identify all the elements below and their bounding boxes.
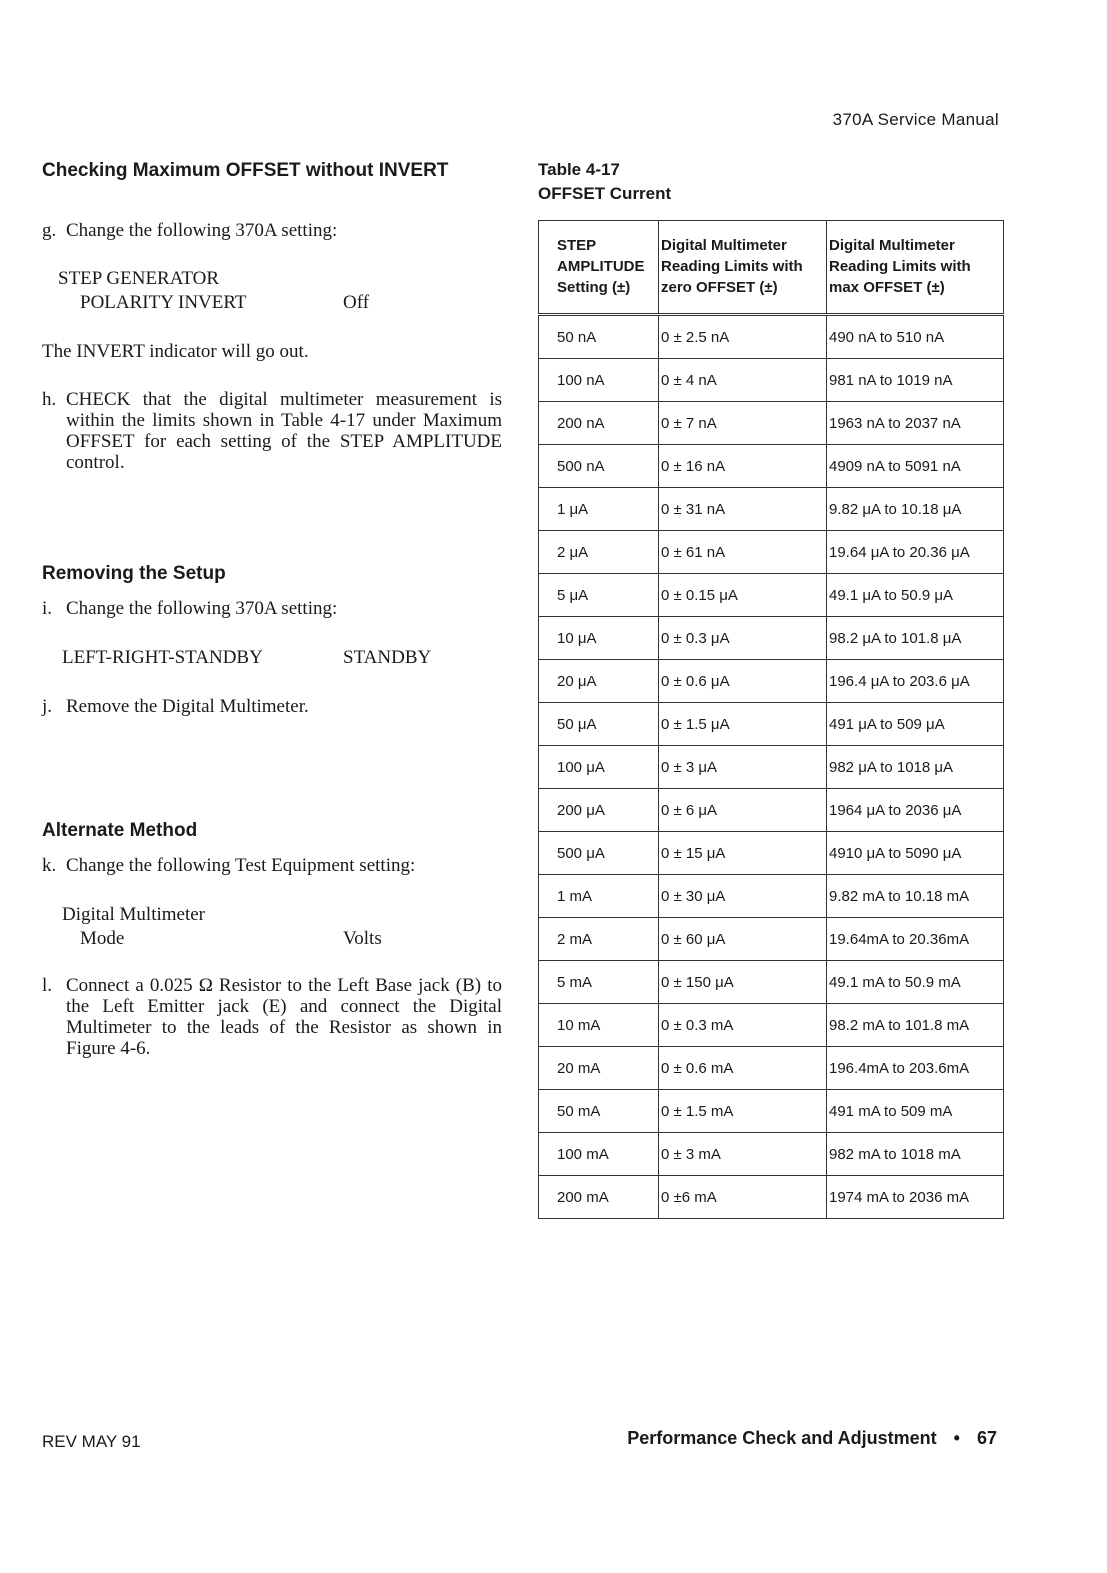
setting-name-mode: Mode bbox=[80, 928, 125, 949]
step-l-label: l. bbox=[42, 975, 53, 996]
cell-step-amplitude: 10 μA bbox=[539, 617, 659, 660]
footer-section-title: Performance Check and Adjustment bbox=[627, 1428, 937, 1448]
cell-max-offset-limit: 19.64 μA to 20.36 μA bbox=[827, 531, 1004, 574]
setting-value-standby: STANDBY bbox=[343, 647, 432, 668]
cell-max-offset-limit: 4910 μA to 5090 μA bbox=[827, 832, 1004, 875]
setting-name-polarity-invert: POLARITY INVERT bbox=[80, 292, 247, 313]
cell-step-amplitude: 500 nA bbox=[539, 445, 659, 488]
table-row bbox=[539, 1047, 1004, 1090]
footer-revision: REV MAY 91 bbox=[42, 1432, 141, 1451]
cell-zero-offset-limit: 0 ± 60 μA bbox=[659, 918, 827, 961]
cell-step-amplitude: 50 μA bbox=[539, 703, 659, 746]
cell-step-amplitude: 5 mA bbox=[539, 961, 659, 1004]
step-j bbox=[42, 696, 502, 717]
step-g-label: g. bbox=[42, 220, 57, 241]
step-i-text: Change the following 370A setting: bbox=[66, 598, 338, 619]
cell-zero-offset-limit: 0 ± 150 μA bbox=[659, 961, 827, 1004]
table-row bbox=[539, 875, 1004, 918]
table-row bbox=[539, 789, 1004, 832]
step-i bbox=[42, 598, 502, 619]
cell-zero-offset-limit: 0 ± 0.15 μA bbox=[659, 574, 827, 617]
cell-step-amplitude: 5 μA bbox=[539, 574, 659, 617]
cell-zero-offset-limit: 0 ± 30 μA bbox=[659, 875, 827, 918]
cell-zero-offset-limit: 0 ± 6 μA bbox=[659, 789, 827, 832]
cell-step-amplitude: 200 μA bbox=[539, 789, 659, 832]
section-heading-alternate: Alternate Method bbox=[42, 820, 198, 841]
cell-zero-offset-limit: 0 ± 16 nA bbox=[659, 445, 827, 488]
step-k-text: Change the following Test Equipment setting: bbox=[66, 855, 416, 876]
table-row bbox=[539, 1090, 1004, 1133]
table-row bbox=[539, 1004, 1004, 1047]
step-g bbox=[42, 220, 502, 241]
cell-step-amplitude: 500 μA bbox=[539, 832, 659, 875]
table-row bbox=[539, 961, 1004, 1004]
cell-max-offset-limit: 19.64mA to 20.36mA bbox=[827, 918, 1004, 961]
section-heading-checking: Checking Maximum OFFSET without INVERT bbox=[42, 160, 449, 181]
footer-page-number: 67 bbox=[976, 1428, 997, 1448]
step-l-text: Connect a 0.025 Ω Resistor to the Left Base jack (B) to the Left Emitter jack (E) and connect the Digital Multimeter to the leads of the Resistor as shown in Figure 4-6. bbox=[66, 975, 502, 1059]
cell-zero-offset-limit: 0 ± 1.5 mA bbox=[659, 1090, 827, 1133]
cell-max-offset-limit: 49.1 mA to 50.9 mA bbox=[827, 961, 1004, 1004]
table-row bbox=[539, 918, 1004, 961]
table-row bbox=[539, 402, 1004, 445]
cell-max-offset-limit: 196.4 μA to 203.6 μA bbox=[827, 660, 1004, 703]
header-line: Reading Limits with bbox=[661, 258, 803, 275]
step-h bbox=[42, 389, 502, 473]
step-l bbox=[42, 975, 502, 1059]
cell-zero-offset-limit: 0 ± 1.5 μA bbox=[659, 703, 827, 746]
cell-zero-offset-limit: 0 ± 0.6 μA bbox=[659, 660, 827, 703]
table-row bbox=[539, 660, 1004, 703]
cell-max-offset-limit: 98.2 μA to 101.8 μA bbox=[827, 617, 1004, 660]
cell-max-offset-limit: 982 μA to 1018 μA bbox=[827, 746, 1004, 789]
cell-max-offset-limit: 1963 nA to 2037 nA bbox=[827, 402, 1004, 445]
cell-max-offset-limit: 490 nA to 510 nA bbox=[827, 315, 1004, 359]
cell-step-amplitude: 100 μA bbox=[539, 746, 659, 789]
cell-step-amplitude: 10 mA bbox=[539, 1004, 659, 1047]
table-row bbox=[539, 1133, 1004, 1176]
table-row bbox=[539, 703, 1004, 746]
table-row bbox=[539, 359, 1004, 402]
setting-group-digital-multimeter: Digital Multimeter bbox=[62, 904, 206, 925]
step-j-label: j. bbox=[42, 696, 53, 717]
header-step-amplitude bbox=[539, 221, 659, 315]
setting-value-volts: Volts bbox=[343, 928, 382, 949]
cell-step-amplitude: 100 mA bbox=[539, 1133, 659, 1176]
cell-zero-offset-limit: 0 ± 0.3 μA bbox=[659, 617, 827, 660]
header-line: zero OFFSET (±) bbox=[661, 279, 778, 296]
running-header: 370A Service Manual bbox=[832, 110, 999, 129]
footer-page-info bbox=[627, 1428, 997, 1449]
step-g-text: Change the following 370A setting: bbox=[66, 220, 338, 241]
cell-zero-offset-limit: 0 ± 15 μA bbox=[659, 832, 827, 875]
cell-zero-offset-limit: 0 ± 0.6 mA bbox=[659, 1047, 827, 1090]
setting-group-step-generator: STEP GENERATOR bbox=[58, 268, 219, 289]
cell-zero-offset-limit: 0 ± 61 nA bbox=[659, 531, 827, 574]
cell-zero-offset-limit: 0 ± 4 nA bbox=[659, 359, 827, 402]
section-heading-removing: Removing the Setup bbox=[42, 563, 226, 584]
header-line: Reading Limits with bbox=[829, 258, 971, 275]
table-header-row bbox=[539, 221, 1004, 315]
table-caption-title: OFFSET Current bbox=[538, 184, 672, 203]
cell-zero-offset-limit: 0 ± 0.3 mA bbox=[659, 1004, 827, 1047]
cell-step-amplitude: 200 nA bbox=[539, 402, 659, 445]
header-max-offset bbox=[827, 221, 1004, 315]
table-row bbox=[539, 832, 1004, 875]
cell-step-amplitude: 20 μA bbox=[539, 660, 659, 703]
table-row bbox=[539, 574, 1004, 617]
table-caption-number: Table 4-17 bbox=[538, 160, 620, 179]
cell-step-amplitude: 100 nA bbox=[539, 359, 659, 402]
cell-zero-offset-limit: 0 ± 3 mA bbox=[659, 1133, 827, 1176]
step-k-label: k. bbox=[42, 855, 57, 876]
cell-zero-offset-limit: 0 ± 31 nA bbox=[659, 488, 827, 531]
cell-step-amplitude: 2 μA bbox=[539, 531, 659, 574]
cell-zero-offset-limit: 0 ± 2.5 nA bbox=[659, 315, 827, 359]
cell-step-amplitude: 2 mA bbox=[539, 918, 659, 961]
cell-max-offset-limit: 1974 mA to 2036 mA bbox=[827, 1176, 1004, 1219]
cell-max-offset-limit: 4909 nA to 5091 nA bbox=[827, 445, 1004, 488]
cell-step-amplitude: 200 mA bbox=[539, 1176, 659, 1219]
cell-max-offset-limit: 491 μA to 509 μA bbox=[827, 703, 1004, 746]
cell-max-offset-limit: 1964 μA to 2036 μA bbox=[827, 789, 1004, 832]
setting-name-left-right-standby: LEFT-RIGHT-STANDBY bbox=[62, 647, 263, 668]
header-line: Digital Multimeter bbox=[829, 237, 955, 254]
table-row bbox=[539, 531, 1004, 574]
header-line: STEP bbox=[557, 237, 597, 254]
cell-step-amplitude: 20 mA bbox=[539, 1047, 659, 1090]
header-line: max OFFSET (±) bbox=[829, 279, 945, 296]
cell-max-offset-limit: 49.1 μA to 50.9 μA bbox=[827, 574, 1004, 617]
table-row bbox=[539, 746, 1004, 789]
cell-zero-offset-limit: 0 ± 3 μA bbox=[659, 746, 827, 789]
step-h-label: h. bbox=[42, 389, 57, 410]
table-row bbox=[539, 617, 1004, 660]
table-row bbox=[539, 445, 1004, 488]
table-caption bbox=[538, 158, 671, 206]
header-line: Digital Multimeter bbox=[661, 237, 787, 254]
cell-max-offset-limit: 196.4mA to 203.6mA bbox=[827, 1047, 1004, 1090]
cell-step-amplitude: 1 mA bbox=[539, 875, 659, 918]
step-i-label: i. bbox=[42, 598, 53, 619]
table-row bbox=[539, 1176, 1004, 1219]
table-row bbox=[539, 315, 1004, 359]
step-k bbox=[42, 855, 502, 876]
offset-current-table bbox=[538, 220, 1004, 1219]
cell-step-amplitude: 50 nA bbox=[539, 315, 659, 359]
table-row bbox=[539, 488, 1004, 531]
cell-max-offset-limit: 982 mA to 1018 mA bbox=[827, 1133, 1004, 1176]
step-h-text: CHECK that the digital multimeter measurement is within the limits shown in Table 4-17 under Maximum OFFSET for each setting of the STEP AMPLITUDE control. bbox=[66, 389, 502, 473]
cell-zero-offset-limit: 0 ± 7 nA bbox=[659, 402, 827, 445]
header-line: AMPLITUDE bbox=[557, 258, 645, 275]
header-zero-offset bbox=[659, 221, 827, 315]
step-j-text: Remove the Digital Multimeter. bbox=[66, 696, 309, 717]
cell-max-offset-limit: 9.82 μA to 10.18 μA bbox=[827, 488, 1004, 531]
cell-max-offset-limit: 98.2 mA to 101.8 mA bbox=[827, 1004, 1004, 1047]
cell-max-offset-limit: 981 nA to 1019 nA bbox=[827, 359, 1004, 402]
cell-step-amplitude: 1 μA bbox=[539, 488, 659, 531]
header-line: Setting (±) bbox=[557, 279, 631, 296]
cell-max-offset-limit: 9.82 mA to 10.18 mA bbox=[827, 875, 1004, 918]
setting-value-off: Off bbox=[343, 292, 370, 313]
footer-bullet: • bbox=[953, 1428, 960, 1448]
cell-max-offset-limit: 491 mA to 509 mA bbox=[827, 1090, 1004, 1133]
cell-step-amplitude: 50 mA bbox=[539, 1090, 659, 1133]
cell-zero-offset-limit: 0 ±6 mA bbox=[659, 1176, 827, 1219]
invert-note: The INVERT indicator will go out. bbox=[42, 341, 309, 362]
